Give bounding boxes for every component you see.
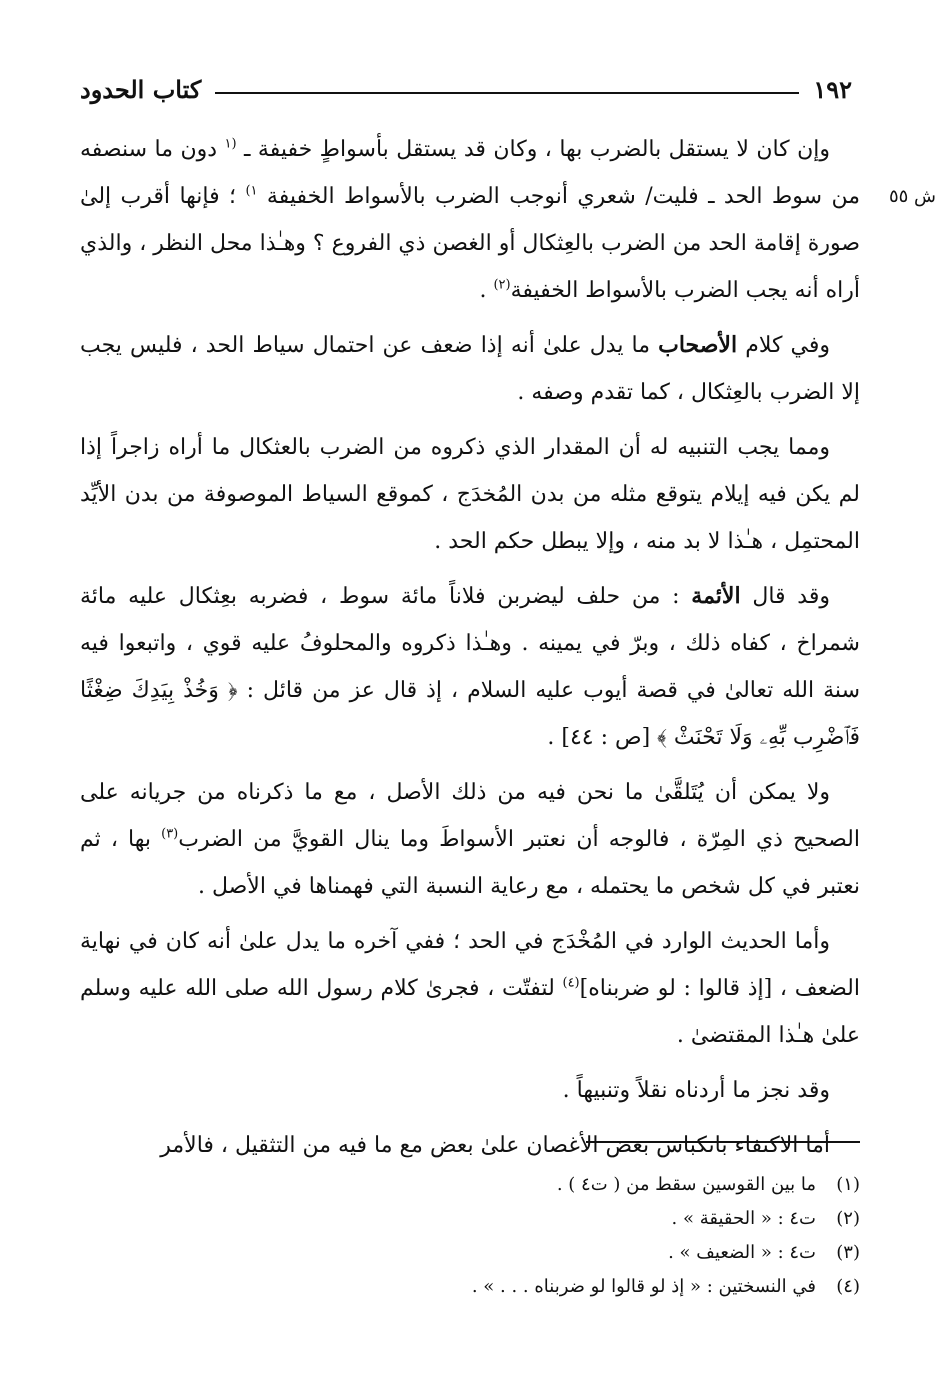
footnote-text: ت٤ : « الضعيف » . <box>668 1242 816 1263</box>
main-text <box>80 126 860 1177</box>
footnote-number: (٣) <box>836 1242 860 1263</box>
footnote-number: (٤) <box>836 1276 860 1297</box>
page-number: ١٩٢ <box>813 74 852 104</box>
footnote-text: ت٤ : « الحقيقة » . <box>671 1208 816 1229</box>
footnote-number: (١) <box>836 1174 860 1195</box>
footnote-number: (٢) <box>836 1208 860 1229</box>
footnote-separator <box>586 1141 860 1143</box>
bold-term: الأئمة <box>691 583 741 609</box>
footnote-2 <box>300 1202 860 1236</box>
header-rule <box>215 92 799 94</box>
paragraph-8: أما الاكتفاء بانكباس بعض الأغصان علىٰ بعض مع ما فيه من التثقيل ، فالأمر <box>160 1133 830 1158</box>
paragraph-3: ومما يجب التنبيه له أن المقدار الذي ذكروه من الضرب بالعثكال ما أراه زاجراً إذا لم يكن فيه إيلام يتوقع مثله من بدن المُخدَج ، كموقع السياط الموصوفة من بدن الأيِّد المحتمِل ، هـٰذا لا بد منه ، وإلا يبطل حكم الحد . <box>80 435 860 554</box>
marginal-manuscript-note: ش ٥٥ <box>888 186 936 207</box>
footnote-text: ما بين القوسين سقط من ( ت٤ ) . <box>556 1174 816 1195</box>
quran-verse: ﴿ وَخُذْ بِيَدِكَ ضِغْثًا فَٱضْرِب بِّهِۦ وَلَا تَحْنَثْ ﴾ <box>80 678 860 750</box>
running-title: كتاب الحدود <box>80 74 202 104</box>
footnote-ref-4: (٤) <box>562 975 580 991</box>
bold-term: الأصحاب <box>658 332 738 358</box>
footnote-ref-3: (٣) <box>161 826 179 842</box>
footnote-ref-1-close: ١) <box>245 183 258 199</box>
footnote-ref-2: (٢) <box>493 277 511 293</box>
paragraph-4: وقد قال الأئمة : من حلف ليضربن فلاناً مائة سوط ، فضربه بعِثكال عليه مائة شمراخ ، كفاه ذلك ، وبرّ في يمينه . وهـٰذا ذكروه والمحلوفُ عليه قوي ، واتبعوا فيه سنة الله تعالىٰ في قصة أيوب عليه السلام ، إذ قال عز من قائل : ﴿ وَخُذْ بِيَدِكَ ضِغْثًا فَٱضْرِب بِّهِۦ وَلَا تَحْنَثْ ﴾ [ص : ٤٤] . <box>80 583 860 750</box>
paragraph-5: ولا يمكن أن يُتَلقَّىٰ ما نحن فيه من ذلك الأصل ، مع ما ذكرناه من جريانه على الصحيح ذي المِرّة ، فالوجه أن نعتبر الأسواطَ وما ينال القويَّ من الضرب$^{(٣)}$ بها ، ثم نعتبر في كل شخص ما يحتمله ، مع رعاية النسبة التي فهمناها في الأصل . <box>80 780 860 899</box>
paragraph-7: وقد نجز ما أردناه نقلاً وتنبيهاً . <box>562 1078 830 1103</box>
paragraph-2: وفي كلام الأصحاب ما يدل علىٰ أنه إذا ضعف عن احتمال سياط الحد ، فليس يجب إلا الضرب بالعِثكال ، كما تقدم وصفه . <box>80 332 860 405</box>
footnote-3 <box>300 1236 860 1270</box>
paragraph-1: وإن كان لا يستقل بالضرب بها ، وكان قد يستقل بأسواطٍ خفيفة ـ $^{(١}$ دون ما سنصفه من سوط الحد ـ فليت/ شعري أنوجب الضرب بالأسواط الخفيفة $^{١)}$ ؛ فإنها أقرب إلىٰ صورة إقامة الحد من الضرب بالعِثكال أو الغصن ذي الفروع ؟ وهـٰذا محل النظر ، والذي أراه أنه يجب الضرب بالأسواط الخفيفة$^{(٢)}$ . <box>80 136 860 303</box>
paragraph-6: وأما الحديث الوارد في المُخْدَج في الحد ؛ ففي آخره ما يدل علىٰ أنه كان في نهاية الضعف ، [إذ قالوا : لو ضربناه]$^{(٤)}$ لتفتّت ، فجرىٰ كلام رسول الله صلى الله عليه وسلم علىٰ هـٰذا المقتضىٰ . <box>80 929 860 1048</box>
footnote-1 <box>300 1168 860 1202</box>
footnote-4 <box>300 1270 860 1304</box>
footnote-ref-1-open: (١ <box>224 136 237 152</box>
footnote-text: في النسختين : « إذ لو قالوا لو ضربناه . . . » . <box>471 1276 816 1297</box>
page-header <box>80 72 852 106</box>
footnotes <box>300 1168 860 1304</box>
